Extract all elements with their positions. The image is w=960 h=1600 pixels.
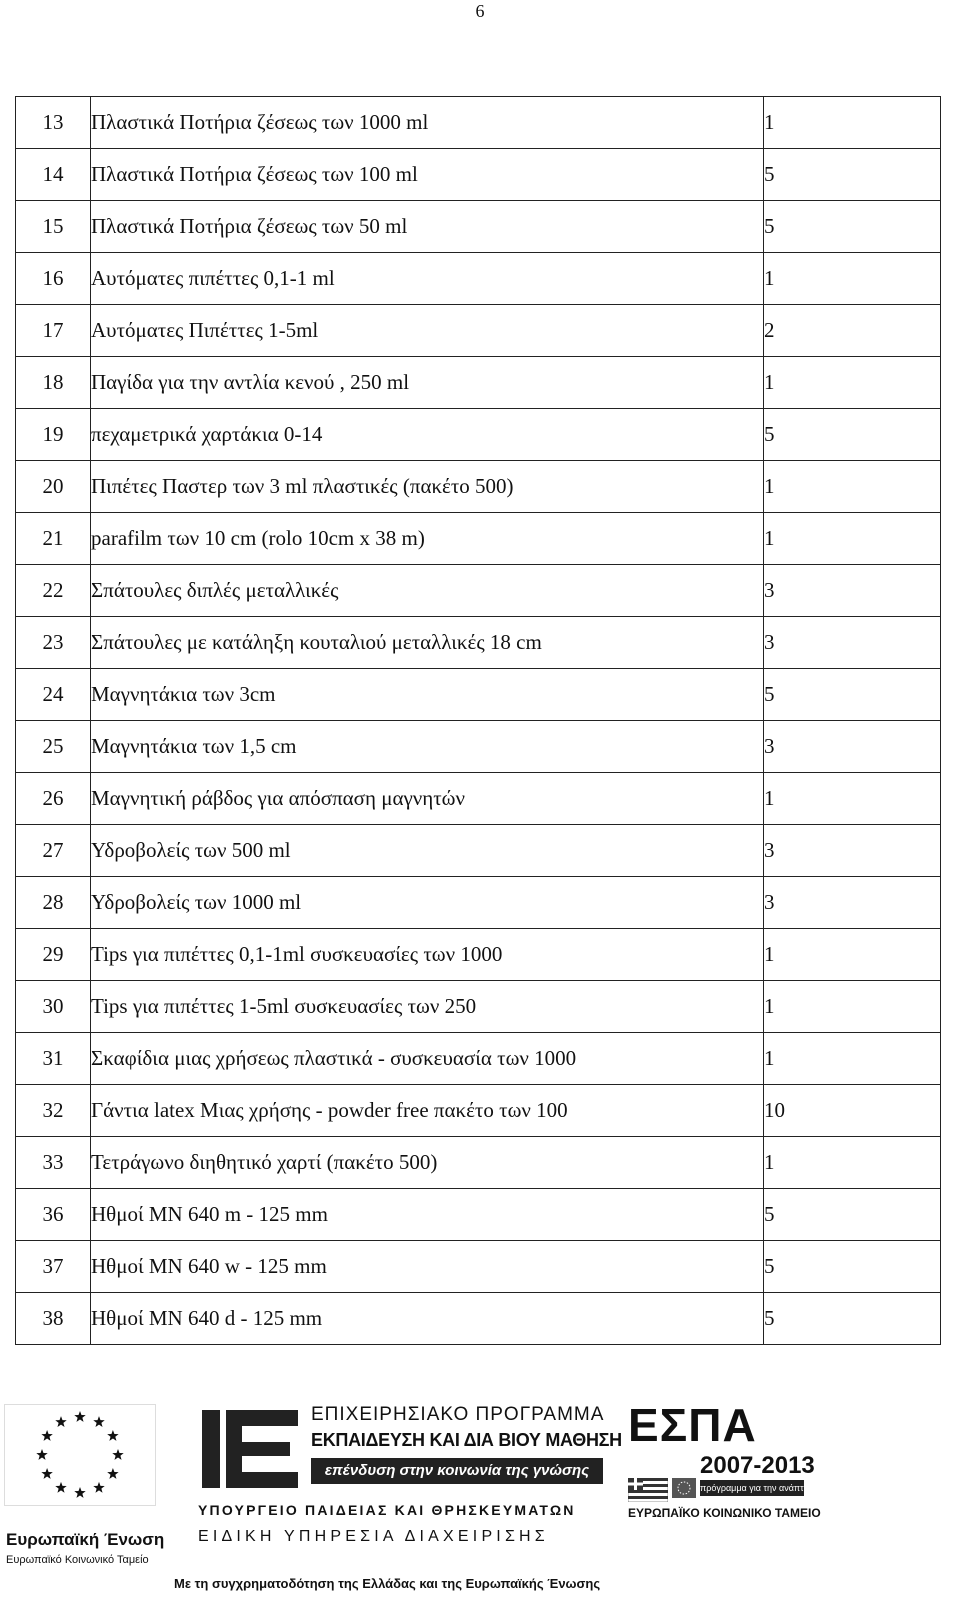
program-logo-block	[198, 1404, 622, 1579]
items-table-body	[16, 97, 941, 1345]
page-number: 6	[475, 1, 485, 21]
item-quantity-cell: 10	[764, 1085, 941, 1137]
item-description-cell: Ηθμοί MN 640 m - 125 mm	[91, 1189, 764, 1241]
item-description-cell: Μαγνητάκια των 1,5 cm	[91, 721, 764, 773]
item-number-cell: 32	[16, 1085, 91, 1137]
eu-subtitle: Ευρωπαϊκό Κοινωνικό Ταμείο	[6, 1554, 149, 1566]
item-number-cell: 18	[16, 357, 91, 409]
item-description-cell: Υδροβολείς των 500 ml	[91, 825, 764, 877]
item-description-cell: Πιπέτες Παστερ των 3 ml πλαστικές (πακέτο 500)	[91, 461, 764, 513]
espa-logo-block	[628, 1399, 821, 1520]
eu-star-icon	[74, 1487, 85, 1498]
item-quantity-cell: 3	[764, 877, 941, 929]
eu-star-icon	[55, 1482, 66, 1493]
espa-tagline: πρόγραμμα για την ανάπτυξη	[700, 1480, 804, 1496]
item-description-cell: Πλαστικά Ποτήρια ζέσεως των 50 ml	[91, 201, 764, 253]
item-description-cell: Τετράγωνο διηθητικό χαρτί (πακέτο 500)	[91, 1137, 764, 1189]
item-number-cell: 31	[16, 1033, 91, 1085]
table-row	[16, 721, 941, 773]
item-quantity-cell: 5	[764, 669, 941, 721]
item-quantity-cell: 1	[764, 253, 941, 305]
table-row	[16, 773, 941, 825]
item-quantity-cell: 5	[764, 409, 941, 461]
eu-star-icon	[107, 1430, 118, 1441]
eu-title: Ευρωπαϊκή Ένωση	[6, 1530, 165, 1549]
item-quantity-cell: 3	[764, 825, 941, 877]
item-number-cell: 25	[16, 721, 91, 773]
table-row	[16, 97, 941, 149]
item-quantity-cell: 1	[764, 1033, 941, 1085]
item-description-cell: Υδροβολείς των 1000 ml	[91, 877, 764, 929]
item-description-cell: Γάντια latex Μιας χρήσης - powder free πακέτο των 100	[91, 1085, 764, 1137]
program-tagline: επένδυση στην κοινωνία της γνώσης	[311, 1458, 603, 1484]
table-row	[16, 149, 941, 201]
item-description-cell: Μαγνητική ράβδος για απόσπαση μαγνητών	[91, 773, 764, 825]
item-quantity-cell: 1	[764, 981, 941, 1033]
item-quantity-cell: 5	[764, 201, 941, 253]
item-number-cell: 21	[16, 513, 91, 565]
table-row	[16, 877, 941, 929]
eu-star-icon	[107, 1468, 118, 1479]
item-quantity-cell: 3	[764, 721, 941, 773]
item-quantity-cell: 1	[764, 773, 941, 825]
item-description-cell: Μαγνητάκια των 3cm	[91, 669, 764, 721]
item-quantity-cell: 5	[764, 1241, 941, 1293]
table-row	[16, 617, 941, 669]
cofunding-note: Με τη συγχρηματοδότηση της Ελλάδας και της Ευρωπαϊκής Ένωσης	[174, 1576, 601, 1591]
espa-logo: ΕΣΠΑ	[628, 1399, 757, 1451]
eu-stars-icon	[4, 1404, 156, 1506]
item-number-cell: 16	[16, 253, 91, 305]
item-number-cell: 15	[16, 201, 91, 253]
eu-star-icon	[41, 1430, 52, 1441]
item-description-cell: Tips για πιπέττες 0,1-1ml συσκευασίες των 1000	[91, 929, 764, 981]
table-row	[16, 1137, 941, 1189]
item-description-cell: Σπάτουλες διπλές μεταλλικές	[91, 565, 764, 617]
table-row	[16, 305, 941, 357]
item-number-cell: 17	[16, 305, 91, 357]
table-row	[16, 461, 941, 513]
item-number-cell: 20	[16, 461, 91, 513]
program-emblem-icon	[198, 1406, 303, 1492]
table-row	[16, 201, 941, 253]
item-quantity-cell: 3	[764, 617, 941, 669]
espa-fund: ΕΥΡΩΠΑΪΚΟ ΚΟΙΝΩΝΙΚΟ ΤΑΜΕΙΟ	[628, 1506, 821, 1520]
program-line-2: ΕΚΠΑΙΔΕΥΣΗ ΚΑΙ ΔΙΑ ΒΙΟΥ ΜΑΘΗΣΗ	[311, 1430, 622, 1450]
table-row	[16, 1189, 941, 1241]
eu-star-icon	[55, 1416, 66, 1427]
item-number-cell: 27	[16, 825, 91, 877]
funding-footer	[0, 1390, 960, 1600]
item-description-cell: Πλαστικά Ποτήρια ζέσεως των 100 ml	[91, 149, 764, 201]
table-row	[16, 1085, 941, 1137]
table-row	[16, 513, 941, 565]
item-description-cell: Ηθμοί MN 640 w - 125 mm	[91, 1241, 764, 1293]
item-quantity-cell: 1	[764, 929, 941, 981]
item-description-cell: Σκαφίδια μιας χρήσεως πλαστικά - συσκευασία των 1000	[91, 1033, 764, 1085]
table-row	[16, 409, 941, 461]
espa-years: 2007-2013	[700, 1452, 815, 1479]
item-quantity-cell: 1	[764, 97, 941, 149]
item-description-cell: Σπάτουλες με κατάληξη κουταλιού μεταλλικές 18 cm	[91, 617, 764, 669]
item-quantity-cell: 1	[764, 357, 941, 409]
item-quantity-cell: 1	[764, 1137, 941, 1189]
table-row	[16, 565, 941, 617]
table-row	[16, 357, 941, 409]
item-number-cell: 19	[16, 409, 91, 461]
program-line-1: ΕΠΙΧΕΙΡΗΣΙΑΚΟ ΠΡΟΓΡΑΜΜΑ	[311, 1404, 605, 1425]
item-number-cell: 33	[16, 1137, 91, 1189]
item-description-cell: Παγίδα για την αντλία κενού , 250 ml	[91, 357, 764, 409]
item-number-cell: 24	[16, 669, 91, 721]
eu-star-icon	[36, 1449, 47, 1460]
eu-star-icon	[41, 1468, 52, 1479]
item-description-cell: πεχαμετρικά χαρτάκια 0-14	[91, 409, 764, 461]
table-row	[16, 253, 941, 305]
item-number-cell: 29	[16, 929, 91, 981]
item-number-cell: 26	[16, 773, 91, 825]
service-name: ΕΙΔΙΚΗ ΥΠΗΡΕΣΙΑ ΔΙΑΧΕΙΡΙΣΗΣ	[198, 1528, 549, 1545]
item-description-cell: parafilm των 10 cm (rolo 10cm x 38 m)	[91, 513, 764, 565]
table-row	[16, 669, 941, 721]
item-number-cell: 13	[16, 97, 91, 149]
item-quantity-cell: 3	[764, 565, 941, 617]
item-quantity-cell: 5	[764, 149, 941, 201]
eu-star-icon	[93, 1482, 104, 1493]
item-quantity-cell: 5	[764, 1189, 941, 1241]
item-description-cell: Αυτόματες πιπέττες 0,1-1 ml	[91, 253, 764, 305]
table-row	[16, 981, 941, 1033]
table-row	[16, 825, 941, 877]
items-table	[15, 96, 941, 1345]
item-description-cell: Ηθμοί MN 640 d - 125 mm	[91, 1293, 764, 1345]
table-row	[16, 929, 941, 981]
item-number-cell: 23	[16, 617, 91, 669]
eu-star-icon	[93, 1416, 104, 1427]
item-description-cell: Tips για πιπέττες 1-5ml συσκευασίες των 250	[91, 981, 764, 1033]
item-number-cell: 36	[16, 1189, 91, 1241]
greek-flag-icon	[628, 1478, 668, 1502]
item-number-cell: 28	[16, 877, 91, 929]
item-quantity-cell: 5	[764, 1293, 941, 1345]
table-row	[16, 1293, 941, 1345]
item-number-cell: 22	[16, 565, 91, 617]
item-number-cell: 30	[16, 981, 91, 1033]
item-quantity-cell: 2	[764, 305, 941, 357]
item-quantity-cell: 1	[764, 461, 941, 513]
item-quantity-cell: 1	[764, 513, 941, 565]
ministry-name: ΥΠΟΥΡΓΕΙΟ ΠΑΙΔΕΙΑΣ ΚΑΙ ΘΡΗΣΚΕΥΜΑΤΩΝ	[198, 1502, 576, 1518]
eu-mini-flag-icon	[672, 1478, 696, 1498]
item-number-cell: 14	[16, 149, 91, 201]
table-row	[16, 1033, 941, 1085]
item-number-cell: 38	[16, 1293, 91, 1345]
eu-star-icon	[74, 1411, 85, 1422]
eu-star-icon	[112, 1449, 123, 1460]
item-description-cell: Πλαστικά Ποτήρια ζέσεως των 1000 ml	[91, 97, 764, 149]
table-row	[16, 1241, 941, 1293]
item-number-cell: 37	[16, 1241, 91, 1293]
item-description-cell: Αυτόματες Πιπέττες 1-5ml	[91, 305, 764, 357]
